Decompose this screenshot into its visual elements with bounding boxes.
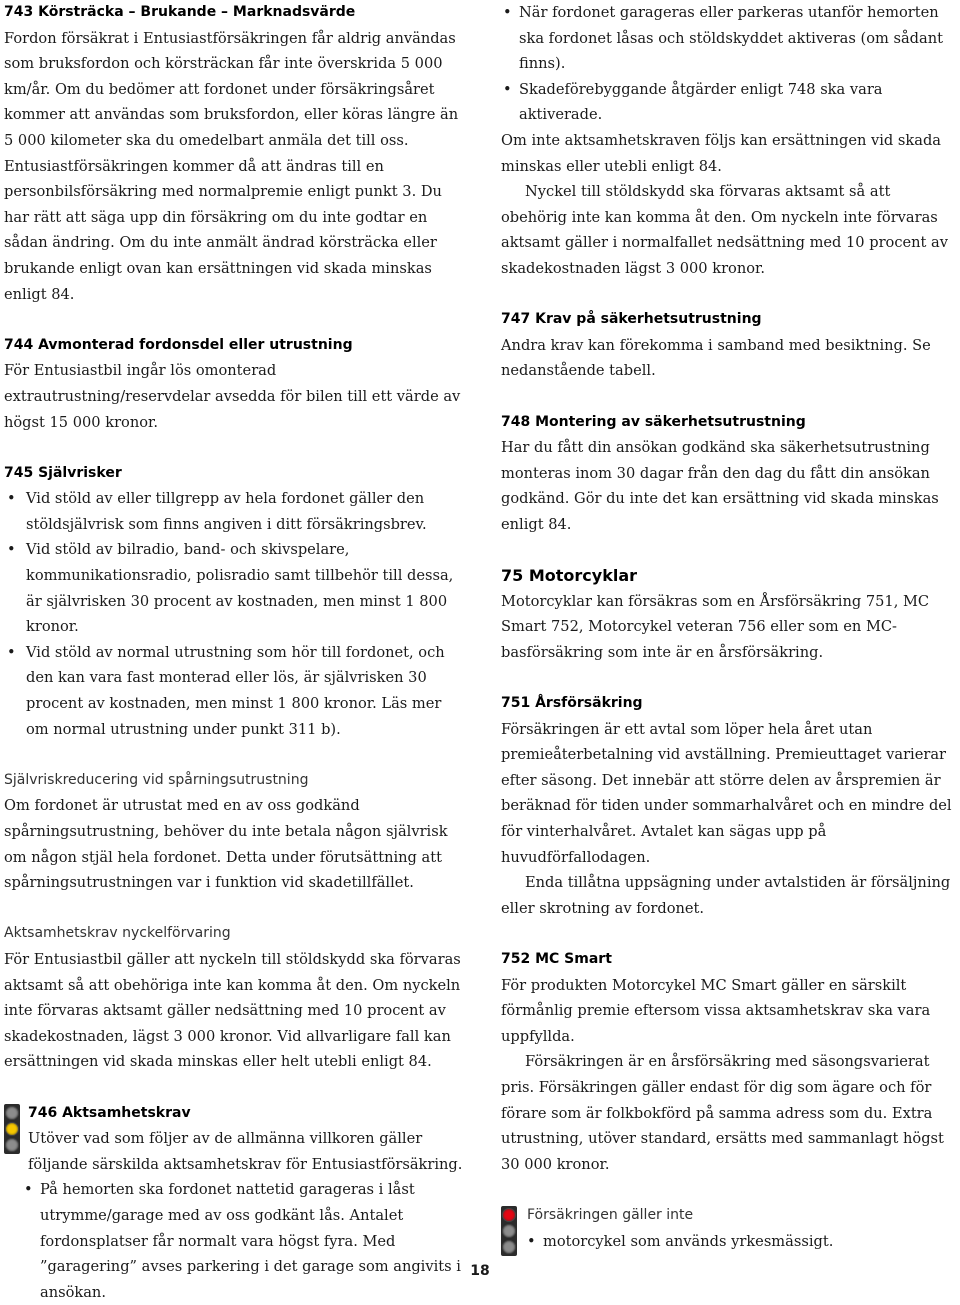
- lamp-off-icon: [502, 1224, 516, 1238]
- section-746-consequence: Om inte aktsamhetskraven följs kan ersättningen vid skada minskas eller utebli enligt 84.: [501, 131, 941, 175]
- lamp-off-icon: [5, 1138, 19, 1152]
- section-747: [501, 307, 959, 384]
- traffic-light-red-icon: [501, 1206, 515, 1256]
- section-748: [501, 410, 959, 538]
- traffic-light-yellow-icon: [4, 1104, 18, 1154]
- list-item: • Vid stöld av eller tillgrepp av hela fordonet gäller den stöldsjälvrisk som finns angiven i ditt försäkringsbrev.: [7, 490, 427, 533]
- section-752-text: För produkten Motorcykel MC Smart gäller en särskilt förmånlig premie eftersom vissa aktsamhetskrav ska vara uppfyllda.: [501, 976, 931, 1045]
- section-747-text: Andra krav kan förekomma i samband med besiktning. Se nedanstående tabell.: [501, 336, 931, 380]
- section-751: [501, 691, 959, 921]
- lamp-yellow-icon: [5, 1122, 19, 1136]
- section-743-text: Fordon försäkrat i Entusiastförsäkringen får aldrig användas som bruksfordon och körsträckan får inte överskrida 5 000 km/år. Om du bedömer att fordonet under försäkringsåret kommer att användas som bruksfordon, eller köras längre än 5 000 kilometer ska du omedelbart anmäla det till oss. Entusiastförsäkringen kommer då att ändras till en personbilsförsäkring med normalpremie enligt punkt 3. Du har rätt att säga upp din försäkring om du inte godtar en sådan ändring. Om du inte anmält ändrad körsträcka eller brukande enligt ovan kan ersättningen vid skada minskas enligt 84.: [4, 29, 459, 303]
- section-746-list-continued: [501, 0, 959, 128]
- section-744-text: För Entusiastbil ingår lös omonterad extrautrustning/reservdelar avsedda för bilen till ett värde av högst 15 000 kronor.: [4, 362, 461, 431]
- list-item: • När fordonet garageras eller parkeras utanför hemorten ska fordonet låsas och stöldskyddet aktiveras (om sådant finns).: [503, 4, 943, 73]
- section-743: [4, 0, 466, 307]
- section-752-text-2: Försäkringen är en årsförsäkring med säsongsvarierat pris. Försäkringen gäller endast för dig som ägare och för förare som är folkbokförd på samma adress som du. Extra utrustning, utöver standard, ersätts med sammanlagt högst 30 000 kronor.: [501, 1053, 944, 1173]
- lamp-off-icon: [502, 1240, 516, 1254]
- section-752-title: 752 MC Smart: [501, 950, 612, 967]
- left-column: [4, 0, 466, 1305]
- section-748-title: 748 Montering av säkerhetsutrustning: [501, 413, 806, 430]
- section-exclusion-list: [527, 1229, 959, 1255]
- section-75-text: Motorcyklar kan försäkras som en Årsförsäkring 751, MC Smart 752, Motorcykel veteran 756 eller som en MC-basförsäkring som inte är en årsförsäkring.: [501, 592, 930, 661]
- section-sjalvriskreducering-text: Om fordonet är utrustat med en av oss godkänd spårningsutrustning, behöver du inte betala någon självrisk om någon stjäl hela fordonet. Detta under förutsättning att spårningsutrustningen var i funktion vid skadetillfället.: [4, 797, 448, 892]
- section-exclusion-title: Försäkringen gäller inte: [527, 1206, 694, 1223]
- section-747-title: 747 Krav på säkerhetsutrustning: [501, 311, 762, 328]
- section-sjalvriskreducering: [4, 768, 466, 896]
- list-item: • Skadeförebyggande åtgärder enligt 748 ska vara aktiverade.: [503, 80, 883, 124]
- section-75-title: 75 Motorcyklar: [501, 566, 638, 586]
- section-746-text: Utöver vad som följer av de allmänna villkoren gäller följande särskilda aktsamhetskrav för Entusiastförsäkring.: [28, 1130, 463, 1173]
- section-743-title: 743 Körsträcka – Brukande – Marknadsvärde: [4, 4, 356, 20]
- section-745-title: 745 Självrisker: [4, 464, 122, 481]
- section-aktsamhetskrav-nyckel-title: Aktsamhetskrav nyckelförvaring: [4, 925, 231, 942]
- section-751-text-2: Enda tillåtna uppsägning under avtalstiden är försäljning eller skrotning av fordonet.: [501, 874, 951, 917]
- section-745: [4, 461, 466, 743]
- section-746-key-storage: Nyckel till stöldskydd ska förvaras aktsamt så att obehörig inte kan komma åt den. Om nyckeln inte förvaras aktsamt gäller i normalfallet nedsättning med 10 procent av skadekostnaden lägst 3 000 kronor.: [501, 183, 948, 277]
- list-item: • motorcykel som används yrkesmässigt.: [527, 1232, 834, 1250]
- section-746-title: 746 Aktsamhetskrav: [28, 1104, 191, 1121]
- section-746-continued: [501, 0, 959, 282]
- section-746-list: [22, 1177, 466, 1305]
- section-751-text: Försäkringen är ett avtal som löper hela året utan premieåterbetalning vid avställning. Premieuttaget varierar efter säsong. Det innebär att större delen av årspremien är beräknad för tiden under sommarhalvåret och en mindre del för vinterhalvåret. Avtalet kan sägas upp på huvudförfallodagen.: [501, 720, 952, 866]
- section-751-title: 751 Årsförsäkring: [501, 695, 643, 712]
- lamp-off-icon: [5, 1106, 19, 1120]
- section-752: [501, 947, 959, 1177]
- section-745-list: [4, 486, 466, 742]
- lamp-red-icon: [502, 1208, 516, 1222]
- section-744: [4, 333, 466, 435]
- section-aktsamhetskrav-nyckel-text: För Entusiastbil gäller att nyckeln till stöldskydd ska förvaras aktsamt så att obehöriga inte kan komma åt den. Om nyckeln inte förvaras aktsamt gäller nedsättning med 10 procent av skadekostnaden, lägst 3 000 kronor. Vid allvarligare fall kan ersättningen vid skada minskas eller helt utebli enligt 84.: [4, 950, 461, 1071]
- right-column: [501, 0, 959, 1254]
- section-748-text: Har du fått din ansökan godkänd ska säkerhetsutrustning monteras inom 30 dagar från den dag du fått din ansökan godkänd. Gör du inte det kan ersättning vid skada minskas enligt 84.: [501, 439, 939, 533]
- page-number: 18: [470, 1263, 490, 1279]
- list-item: • På hemorten ska fordonet nattetid garageras i låst utrymme/garage med av oss godkänt lås. Antalet fordonsplatser får normalt vara högst fyra. Med ”garagering” avses parkering i det garage som angivits i ansökan.: [24, 1181, 461, 1301]
- section-sjalvriskreducering-title: Självriskreducering vid spårningsutrustning: [4, 771, 309, 788]
- section-exclusion: [501, 1203, 959, 1254]
- list-item: • Vid stöld av bilradio, band- och skivspelare, kommunikationsradio, polisradio samt tillbehör till dessa, är självrisken 30 procent av kostnaden, men minst 1 800 kronor.: [7, 541, 454, 636]
- section-75: [501, 563, 959, 665]
- list-item: • Vid stöld av normal utrustning som hör till fordonet, och den kan vara fast monterad eller lös, är självrisken 30 procent av kostnaden, men minst 1 800 kronor. Läs mer om normal utrustning under punkt 311 b).: [7, 643, 445, 738]
- section-744-title: 744 Avmonterad fordonsdel eller utrustning: [4, 336, 353, 353]
- section-aktsamhetskrav-nyckel: [4, 921, 466, 1075]
